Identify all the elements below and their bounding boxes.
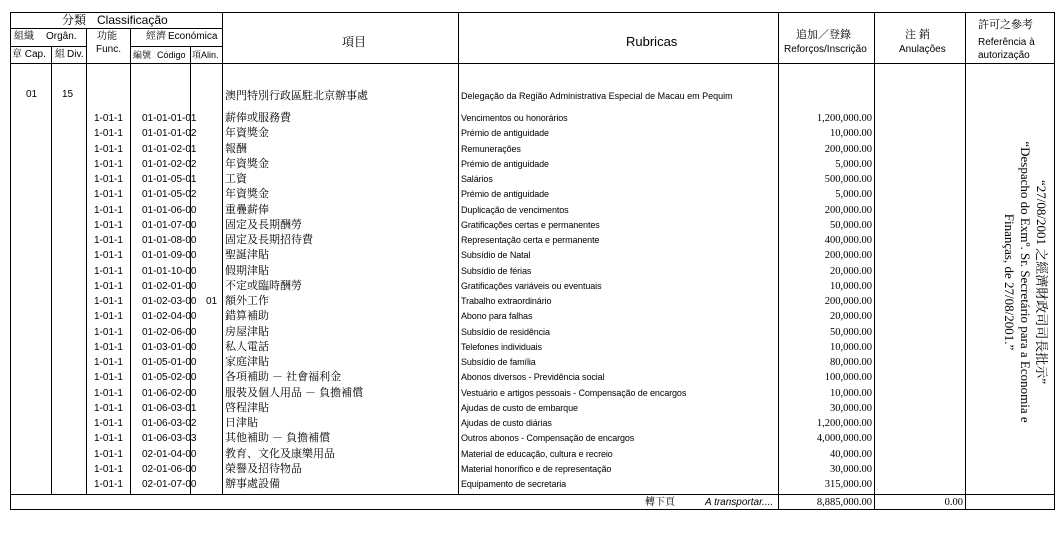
row-amount: 80,000.00 [830, 357, 872, 368]
row-amount: 50,000.00 [830, 326, 872, 338]
row-func: 1-01-1 [94, 235, 123, 246]
row-code: 02-01-06-00 [142, 463, 197, 475]
row-rubrica-pt: Material honorífico e de representação [461, 463, 612, 474]
row-item-zh: 工資 [225, 173, 247, 185]
row-item-zh: 其他補助 － 負擔補償 [225, 432, 331, 445]
row-code: 01-01-05-02 [142, 189, 197, 201]
row-code: 01-06-03-03 [142, 433, 197, 445]
row-amount: 50,000.00 [830, 219, 872, 231]
row-code: 01-01-05-01 [142, 174, 197, 185]
row-item-zh: 房屋津貼 [225, 325, 269, 338]
row-rubrica-pt: Subsídio de Natal [461, 250, 531, 261]
transport-zh: 轉下頁 [645, 497, 675, 508]
row-amount: 40,000.00 [830, 448, 872, 460]
table-row [0, 462, 1057, 477]
row-code: 01-01-08-00 [142, 235, 197, 246]
row-item-zh: 假期津貼 [225, 264, 269, 277]
row-amount: 1,200,000.00 [816, 418, 872, 429]
row-item-zh: 教育、文化及康樂用品 [225, 447, 335, 460]
total-reforcos: 8,885,000.00 [816, 497, 872, 508]
table-row [0, 264, 1057, 279]
row-rubrica-pt: Ajudas de custo diárias [461, 418, 552, 428]
header-alinea-pt: Alin. [201, 50, 219, 60]
row-amount: 30,000.00 [830, 402, 872, 414]
row-func: 1-01-1 [94, 189, 123, 201]
header-reforcos-zh: 追加／登錄 [796, 29, 851, 41]
row-code: 01-01-02-01 [142, 143, 197, 155]
header-organica-zh: 組織 [14, 31, 34, 42]
row-func: 1-01-1 [94, 463, 123, 475]
row-func: 1-01-1 [94, 387, 123, 399]
header-divisao-pt: Div. [67, 49, 84, 60]
header-referencia-pt2: autorização [978, 50, 1030, 61]
total-anulacoes: 0.00 [944, 497, 963, 508]
row-func: 1-01-1 [94, 418, 123, 429]
table-row [0, 172, 1057, 187]
row-item-zh: 辦事處設備 [225, 478, 280, 490]
row-code: 01-02-01-00 [142, 280, 197, 292]
row-code: 01-03-01-00 [142, 341, 197, 353]
row-code: 01-01-06-00 [142, 204, 197, 216]
header-alinea-zh: 項 [192, 50, 202, 60]
row-rubrica-pt: Trabalho extraordinário [461, 296, 552, 306]
transport-pt: A transportar.... [705, 497, 774, 508]
row-amount: 100,000.00 [824, 372, 872, 384]
table-row [0, 157, 1057, 172]
row-rubrica-pt: Representação certa e permanente [461, 235, 600, 245]
row-amount: 30,000.00 [830, 463, 872, 475]
table-row [0, 309, 1057, 324]
table-row [0, 431, 1057, 446]
table-row [0, 233, 1057, 248]
row-rubrica-pt: Prémio de antiguidade [461, 189, 549, 200]
row-rubrica-pt: Prémio de antiguidade [461, 158, 549, 169]
header-codigo-pt: Código [157, 50, 186, 60]
header-classification-pt: Classificação [97, 13, 168, 27]
table-row [0, 325, 1057, 340]
row-amount: 4,000,000.00 [816, 433, 872, 445]
row-code: 01-06-02-00 [142, 387, 197, 399]
row-item-zh: 年資獎金 [225, 188, 269, 201]
row-amount: 200,000.00 [824, 204, 872, 216]
row-rubrica-pt: Salários [461, 174, 493, 184]
table-row [0, 416, 1057, 431]
row-rubrica-pt: Outros abonos - Compensação de encargos [461, 433, 635, 444]
reference-note-line2: “Despacho do Exmº. Sr. Secretário para a Economia e [1018, 141, 1033, 423]
row-item-zh: 家庭津貼 [225, 356, 269, 368]
header-economica-zh: 經濟 [146, 31, 166, 42]
row-func: 1-01-1 [94, 402, 123, 414]
row-code: 01-01-01-01 [142, 113, 197, 124]
row-item-zh: 報酬 [225, 142, 247, 155]
row-func: 1-01-1 [94, 433, 123, 445]
header-funcional-pt: Func. [96, 44, 122, 55]
header-codigo-zh: 編號 [133, 50, 152, 60]
header-economica-pt: Económica [168, 31, 218, 42]
header-organica-pt: Orgân. [46, 31, 77, 42]
row-func: 1-01-1 [94, 265, 123, 277]
row-item-zh: 聖誕津貼 [225, 249, 269, 262]
row-item-zh: 固定及長期酬勞 [225, 218, 302, 231]
table-row [0, 355, 1057, 370]
row-item-zh: 不定或臨時酬勞 [225, 279, 302, 292]
table-row [0, 477, 1057, 492]
row-amount: 20,000.00 [830, 265, 872, 277]
table-row [0, 386, 1057, 401]
row-rubrica-pt: Prémio de antiguidade [461, 128, 549, 139]
row-item-zh: 薪俸或服務費 [225, 112, 291, 124]
row-amount: 200,000.00 [824, 296, 872, 307]
row-func: 1-01-1 [94, 158, 123, 170]
header-reforcos-pt: Reforços/Inscrição [784, 44, 867, 55]
row-rubrica-pt: Abono para falhas [461, 311, 533, 322]
row-item-zh: 年資獎金 [225, 157, 269, 170]
row-rubrica-pt: Gratificações variáveis ou eventuais [461, 280, 602, 291]
row-amount: 400,000.00 [824, 235, 872, 246]
row-code: 01-01-02-02 [142, 158, 197, 170]
row-amount: 200,000.00 [824, 250, 872, 262]
row-rubrica-pt: Material de educação, cultura e recreio [461, 448, 613, 459]
row-rubrica-pt: Ajudas de custo de embarque [461, 402, 578, 413]
header-referencia-pt1: Referência à [978, 37, 1035, 48]
row-alinea: 01 [206, 296, 218, 307]
reference-note-line3: Finanças, de 27/08/2001.” [1002, 213, 1017, 351]
row-rubrica-pt: Vestuário e artigos pessoais - Compensação de encargos [461, 387, 687, 398]
header-capitulo: 章 Cap. [12, 49, 46, 60]
row-item-zh: 啓程津貼 [225, 401, 269, 414]
row-amount: 5,000.00 [835, 158, 872, 170]
header-funcional-zh: 功能 [97, 31, 117, 42]
row-item-zh: 錯算補助 [225, 310, 269, 323]
header-divisao-zh: 組 [55, 49, 65, 60]
header-rubricas: Rubricas [626, 34, 678, 49]
row-func: 1-01-1 [94, 128, 123, 140]
row-code: 01-02-06-00 [142, 326, 197, 338]
row-code: 02-01-07-00 [142, 479, 197, 490]
row-func: 1-01-1 [94, 326, 123, 338]
row-func: 1-01-1 [94, 311, 123, 323]
row-rubrica-pt: Subsídio de família [461, 357, 536, 367]
row-amount: 1,200,000.00 [816, 113, 872, 124]
row-func: 1-01-1 [94, 143, 123, 155]
entity-name-zh: 澳門特別行政區駐北京辦事處 [225, 90, 368, 102]
row-func: 1-01-1 [94, 296, 123, 307]
row-item-zh: 各項補助 － 社會福利金 [225, 371, 342, 384]
row-rubrica-pt: Telefones individuais [461, 341, 542, 352]
row-code: 01-01-09-00 [142, 250, 197, 262]
row-rubrica-pt: Gratificações certas e permanentes [461, 219, 600, 230]
row-func: 1-01-1 [94, 341, 123, 353]
row-amount: 5,000.00 [835, 189, 872, 201]
reference-note-line1: “27/08/2001 之經濟財政司司長批示” [1034, 179, 1049, 385]
row-code: 01-01-07-00 [142, 219, 197, 231]
row-item-zh: 私人電話 [225, 340, 269, 353]
row-amount: 10,000.00 [830, 280, 872, 292]
row-item-zh: 額外工作 [225, 295, 269, 307]
row-amount: 10,000.00 [830, 128, 872, 140]
row-item-zh: 服裝及個人用品 － 負擔補償 [225, 386, 364, 399]
row-code: 01-01-10-00 [142, 265, 197, 277]
table-row [0, 203, 1057, 218]
table-row [0, 401, 1057, 416]
table-row [0, 370, 1057, 385]
entity-cap: 01 [26, 89, 38, 100]
row-rubrica-pt: Vencimentos ou honorários [461, 113, 568, 123]
row-item-zh: 年資獎金 [225, 127, 269, 140]
row-item-zh: 榮譽及招待物品 [225, 462, 302, 475]
row-func: 1-01-1 [94, 372, 123, 384]
row-rubrica-pt: Duplicação de vencimentos [461, 204, 569, 215]
row-func: 1-01-1 [94, 250, 123, 262]
row-amount: 200,000.00 [824, 143, 872, 155]
table-row [0, 218, 1057, 233]
row-item-zh: 日津貼 [225, 417, 258, 429]
row-code: 01-01-01-02 [142, 128, 197, 140]
row-code: 01-06-03-01 [142, 402, 197, 414]
row-item-zh: 重疊薪俸 [225, 203, 269, 216]
table-row [0, 126, 1057, 141]
row-func: 1-01-1 [94, 280, 123, 292]
row-code: 01-02-04-00 [142, 311, 197, 323]
row-code: 01-05-01-00 [142, 357, 197, 368]
row-amount: 10,000.00 [830, 387, 872, 399]
table-row [0, 279, 1057, 294]
row-code: 02-01-04-00 [142, 448, 197, 460]
row-code: 01-05-02-00 [142, 372, 197, 384]
table-row [0, 187, 1057, 202]
table-row [0, 142, 1057, 157]
entity-div: 15 [62, 89, 74, 100]
table-row [0, 248, 1057, 263]
row-rubrica-pt: Remunerações [461, 143, 521, 154]
table-row [0, 340, 1057, 355]
row-func: 1-01-1 [94, 113, 123, 124]
row-rubrica-pt: Abonos diversos - Previdência social [461, 372, 605, 383]
row-amount: 500,000.00 [824, 174, 872, 185]
row-func: 1-01-1 [94, 448, 123, 460]
entity-name-pt: Delegação da Região Administrativa Especial de Macau em Pequim [461, 91, 733, 101]
row-rubrica-pt: Subsídio de residência [461, 326, 550, 337]
row-func: 1-01-1 [94, 219, 123, 231]
row-rubrica-pt: Subsídio de férias [461, 265, 532, 276]
table-row [0, 447, 1057, 462]
row-func: 1-01-1 [94, 479, 123, 490]
header-item-zh: 項目 [342, 35, 367, 49]
row-code: 01-06-03-02 [142, 418, 197, 429]
row-func: 1-01-1 [94, 204, 123, 216]
row-amount: 10,000.00 [830, 341, 872, 353]
header-anulacoes-zh: 注 銷 [905, 29, 931, 41]
authorization-reference-note [974, 72, 1056, 492]
row-amount: 20,000.00 [830, 311, 872, 323]
header-referencia-zh: 許可之參考 [978, 19, 1033, 31]
row-amount: 315,000.00 [824, 479, 872, 490]
header-classification-zh: 分類 [62, 13, 87, 27]
header-anulacoes-pt: Anulações [899, 44, 946, 55]
row-func: 1-01-1 [94, 357, 123, 368]
row-code: 01-02-03-00 [142, 296, 197, 307]
row-item-zh: 固定及長期招待費 [225, 234, 313, 246]
table-row [0, 294, 1057, 309]
table-row [0, 111, 1057, 126]
row-func: 1-01-1 [94, 174, 123, 185]
row-rubrica-pt: Equipamento de secretaria [461, 479, 567, 489]
